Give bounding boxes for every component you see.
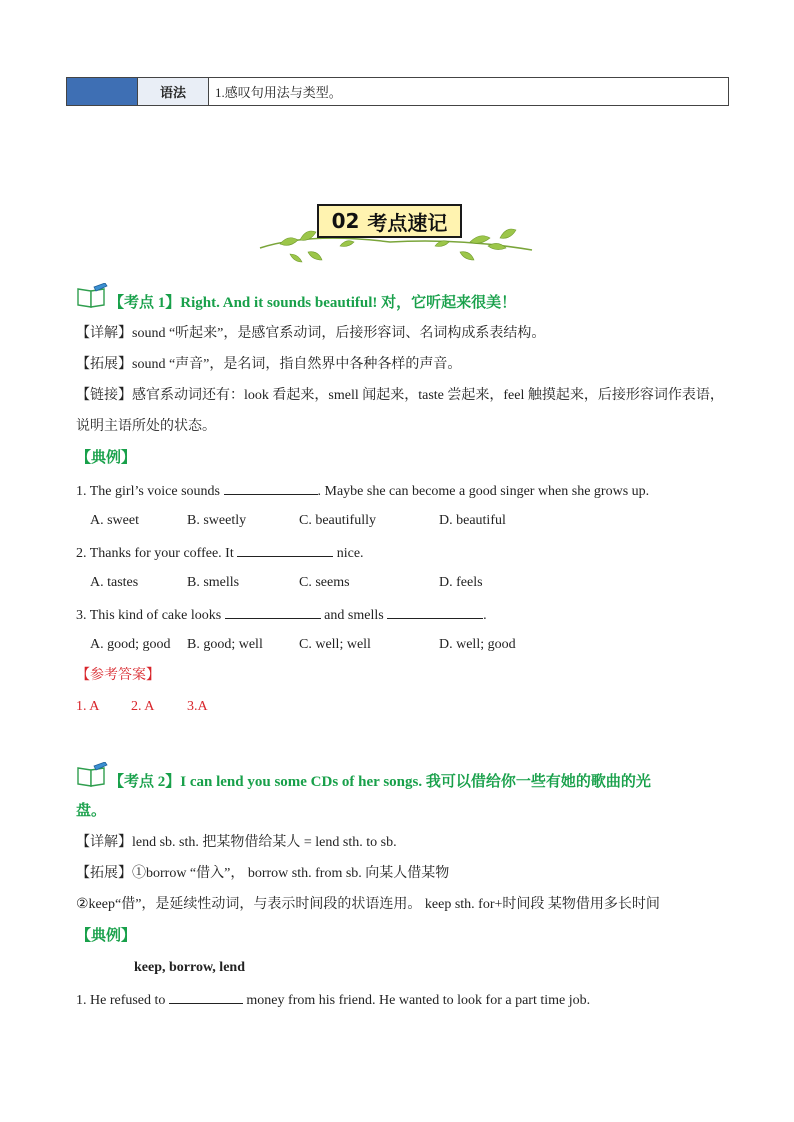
point1-question-1 xyxy=(76,481,649,501)
section-banner xyxy=(250,198,540,270)
table-content-cell: 1.感叹句用法与类型。 xyxy=(215,85,342,100)
q3-option-d[interactable]: D. well; good xyxy=(439,637,516,652)
point2-heading-line2: 盘。 xyxy=(76,803,107,819)
point1-question-3 xyxy=(76,605,487,625)
point2-example-label: 【典例】 xyxy=(76,928,137,944)
q1-option-b[interactable]: B. sweetly xyxy=(187,513,247,528)
q1-option-d[interactable]: D. beautiful xyxy=(439,513,506,528)
answer-2: 2. A xyxy=(131,699,155,714)
answer-blank[interactable] xyxy=(387,605,483,619)
point1-heading: 【考点 1】Right. And it sounds beautiful! 对，它听起来很美！ xyxy=(109,295,517,311)
section-number: 02 xyxy=(331,209,360,233)
point1-link-line2: 说明主语所处的状态。 xyxy=(76,419,216,434)
book-pencil-icon xyxy=(76,283,108,309)
point1-extend: 【拓展】sound “声音”，是名词，指自然界中各种各样的声音。 xyxy=(76,357,462,372)
answer-3: 3.A xyxy=(187,699,208,714)
book-pencil-icon xyxy=(76,762,108,788)
q1-text-b: . Maybe she can become a good singer when she grows up. xyxy=(317,484,650,499)
point2-question-1 xyxy=(76,990,590,1010)
answer-blank[interactable] xyxy=(225,605,321,619)
point2-extend2: ②keep“借”，是延续性动词，与表示时间段的状语连用。 keep sth. for+时间段 某物借用多长时间 xyxy=(76,897,660,912)
p2q1-text-a: 1. He refused to xyxy=(76,993,166,1008)
q1-text-a: 1. The girl’s voice sounds xyxy=(76,484,221,499)
word-bank: keep, borrow, lend xyxy=(134,960,245,975)
grammar-table xyxy=(66,77,729,106)
section-title: 考点速记 xyxy=(367,210,448,235)
point1-question-2 xyxy=(76,543,364,563)
point2-extend1: 【拓展】①borrow “借入”， borrow sth. from sb. 向某人借某物 xyxy=(76,866,450,881)
p2q1-text-b: money from his friend. He wanted to look for a part time job. xyxy=(246,993,591,1008)
point2-heading-line1: 【考点 2】I can lend you some CDs of her songs. 我可以借给你一些有她的歌曲的光 xyxy=(109,774,651,790)
q2-text-a: 2. Thanks for your coffee. It xyxy=(76,546,234,561)
q3-option-a[interactable]: A. good; good xyxy=(90,637,171,652)
q2-option-d[interactable]: D. feels xyxy=(439,575,483,590)
q2-text-b: nice. xyxy=(336,546,364,561)
section-title-box xyxy=(317,204,462,238)
answer-blank[interactable] xyxy=(224,481,318,495)
answer-1: 1. A xyxy=(76,699,100,714)
q2-option-c[interactable]: C. seems xyxy=(299,575,350,590)
answer-blank[interactable] xyxy=(169,990,243,1004)
point2-detail: 【详解】lend sb. sth. 把某物借给某人 = lend sth. to sb. xyxy=(76,835,397,850)
table-color-cell xyxy=(67,78,138,105)
q3-text-c: . xyxy=(483,608,487,623)
answer-label: 【参考答案】 xyxy=(76,668,160,683)
q3-text-a: 3. This kind of cake looks xyxy=(76,608,222,623)
q1-option-c[interactable]: C. beautifully xyxy=(299,513,376,528)
answer-blank[interactable] xyxy=(237,543,333,557)
point1-example-label: 【典例】 xyxy=(76,450,137,466)
q2-option-b[interactable]: B. smells xyxy=(187,575,240,590)
q3-option-c[interactable]: C. well; well xyxy=(299,637,371,652)
q3-text-b: and smells xyxy=(324,608,384,623)
table-category-cell: 语法 xyxy=(138,78,209,105)
q3-option-b[interactable]: B. good; well xyxy=(187,637,263,652)
q2-option-a[interactable]: A. tastes xyxy=(90,575,139,590)
q1-option-a[interactable]: A. sweet xyxy=(90,513,139,528)
point1-link-line1: 【链接】感官系动词还有：look 看起来，smell 闻起来，taste 尝起来，feel 触摸起来，后接形容词作表语， xyxy=(76,388,724,403)
point1-detail: 【详解】sound “听起来”，是感官系动词，后接形容词、名词构成系表结构。 xyxy=(76,326,546,341)
